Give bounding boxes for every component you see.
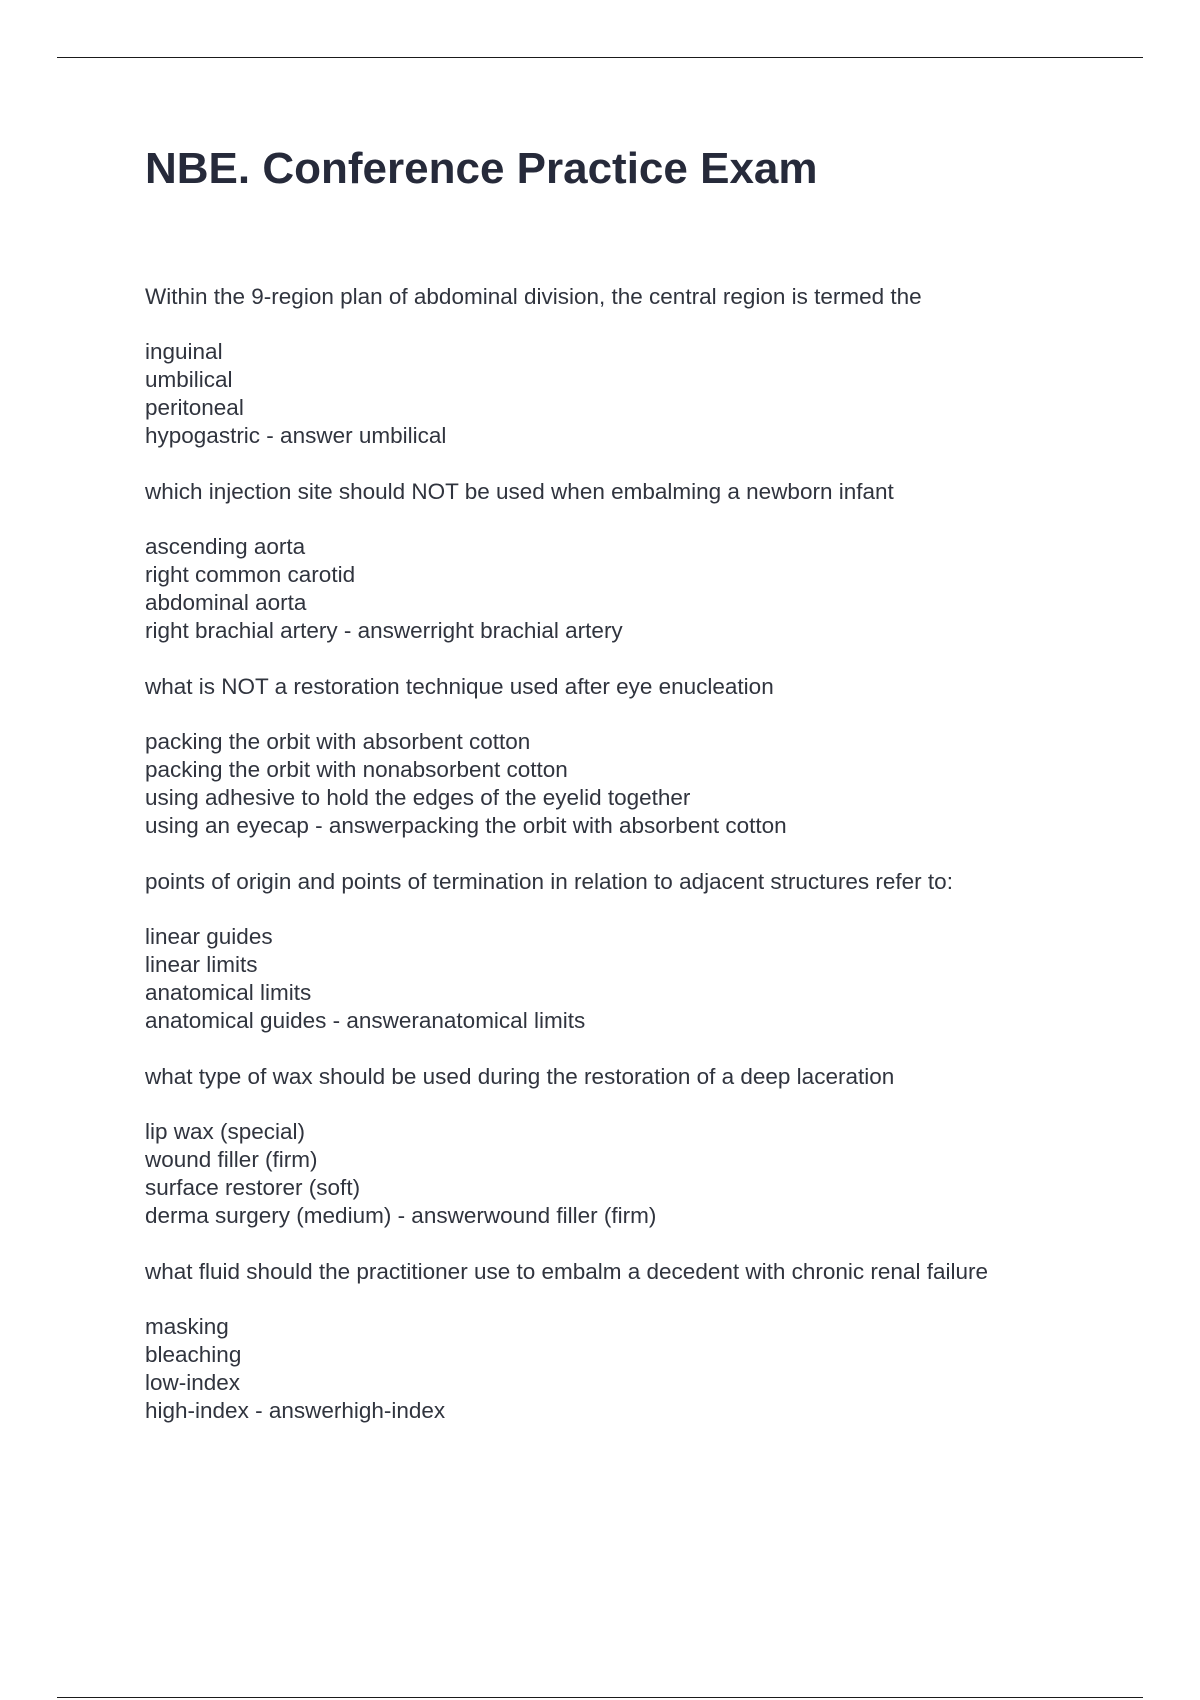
option-item: linear limits [145, 952, 258, 977]
option-item: right common carotid [145, 562, 356, 587]
question-block [145, 1063, 1105, 1230]
option-list [145, 728, 1105, 840]
question-block [145, 478, 1105, 645]
question-text: Within the 9-region plan of abdominal division, the central region is termed the [145, 284, 922, 309]
question-text: which injection site should NOT be used when embalming a newborn infant [145, 479, 894, 504]
option-item: packing the orbit with absorbent cotton [145, 729, 531, 754]
option-list [145, 1118, 1105, 1230]
option-item: masking [145, 1314, 229, 1339]
question-block [145, 673, 1105, 840]
option-list [145, 338, 1105, 450]
question-text: points of origin and points of termination in relation to adjacent structures refer to: [145, 869, 953, 894]
option-list [145, 1313, 1105, 1425]
option-item: anatomical limits [145, 980, 312, 1005]
option-item-answer: using an eyecap - answerpacking the orbit with absorbent cotton [145, 813, 787, 838]
option-item-answer: anatomical guides - answeranatomical limits [145, 1008, 586, 1033]
question-block [145, 1258, 1105, 1425]
option-list [145, 533, 1105, 645]
option-item: inguinal [145, 339, 223, 364]
top-divider [57, 57, 1143, 58]
option-item: wound filler (firm) [145, 1147, 318, 1172]
option-item: abdominal aorta [145, 590, 307, 615]
question-text: what type of wax should be used during the restoration of a deep laceration [145, 1064, 895, 1089]
option-item: surface restorer (soft) [145, 1175, 361, 1200]
option-item: linear guides [145, 924, 273, 949]
option-item: packing the orbit with nonabsorbent cotton [145, 757, 568, 782]
option-item-answer: hypogastric - answer umbilical [145, 423, 447, 448]
option-item: lip wax (special) [145, 1119, 306, 1144]
option-item-answer: derma surgery (medium) - answerwound filler (firm) [145, 1203, 657, 1228]
option-item-answer: right brachial artery - answerright brachial artery [145, 618, 623, 643]
question-text: what fluid should the practitioner use to embalm a decedent with chronic renal failure [145, 1259, 988, 1284]
document-title: NBE. Conference Practice Exam [145, 144, 818, 193]
option-item-answer: high-index - answerhigh-index [145, 1398, 446, 1423]
question-block [145, 868, 1105, 1035]
option-item: peritoneal [145, 395, 244, 420]
option-item: bleaching [145, 1342, 242, 1367]
option-list [145, 923, 1105, 1035]
option-item: umbilical [145, 367, 233, 392]
question-text: what is NOT a restoration technique used after eye enucleation [145, 674, 774, 699]
bottom-divider [57, 1697, 1143, 1698]
question-list [145, 283, 1105, 1453]
option-item: low-index [145, 1370, 241, 1395]
question-block [145, 283, 1105, 450]
option-item: ascending aorta [145, 534, 306, 559]
option-item: using adhesive to hold the edges of the eyelid together [145, 785, 691, 810]
